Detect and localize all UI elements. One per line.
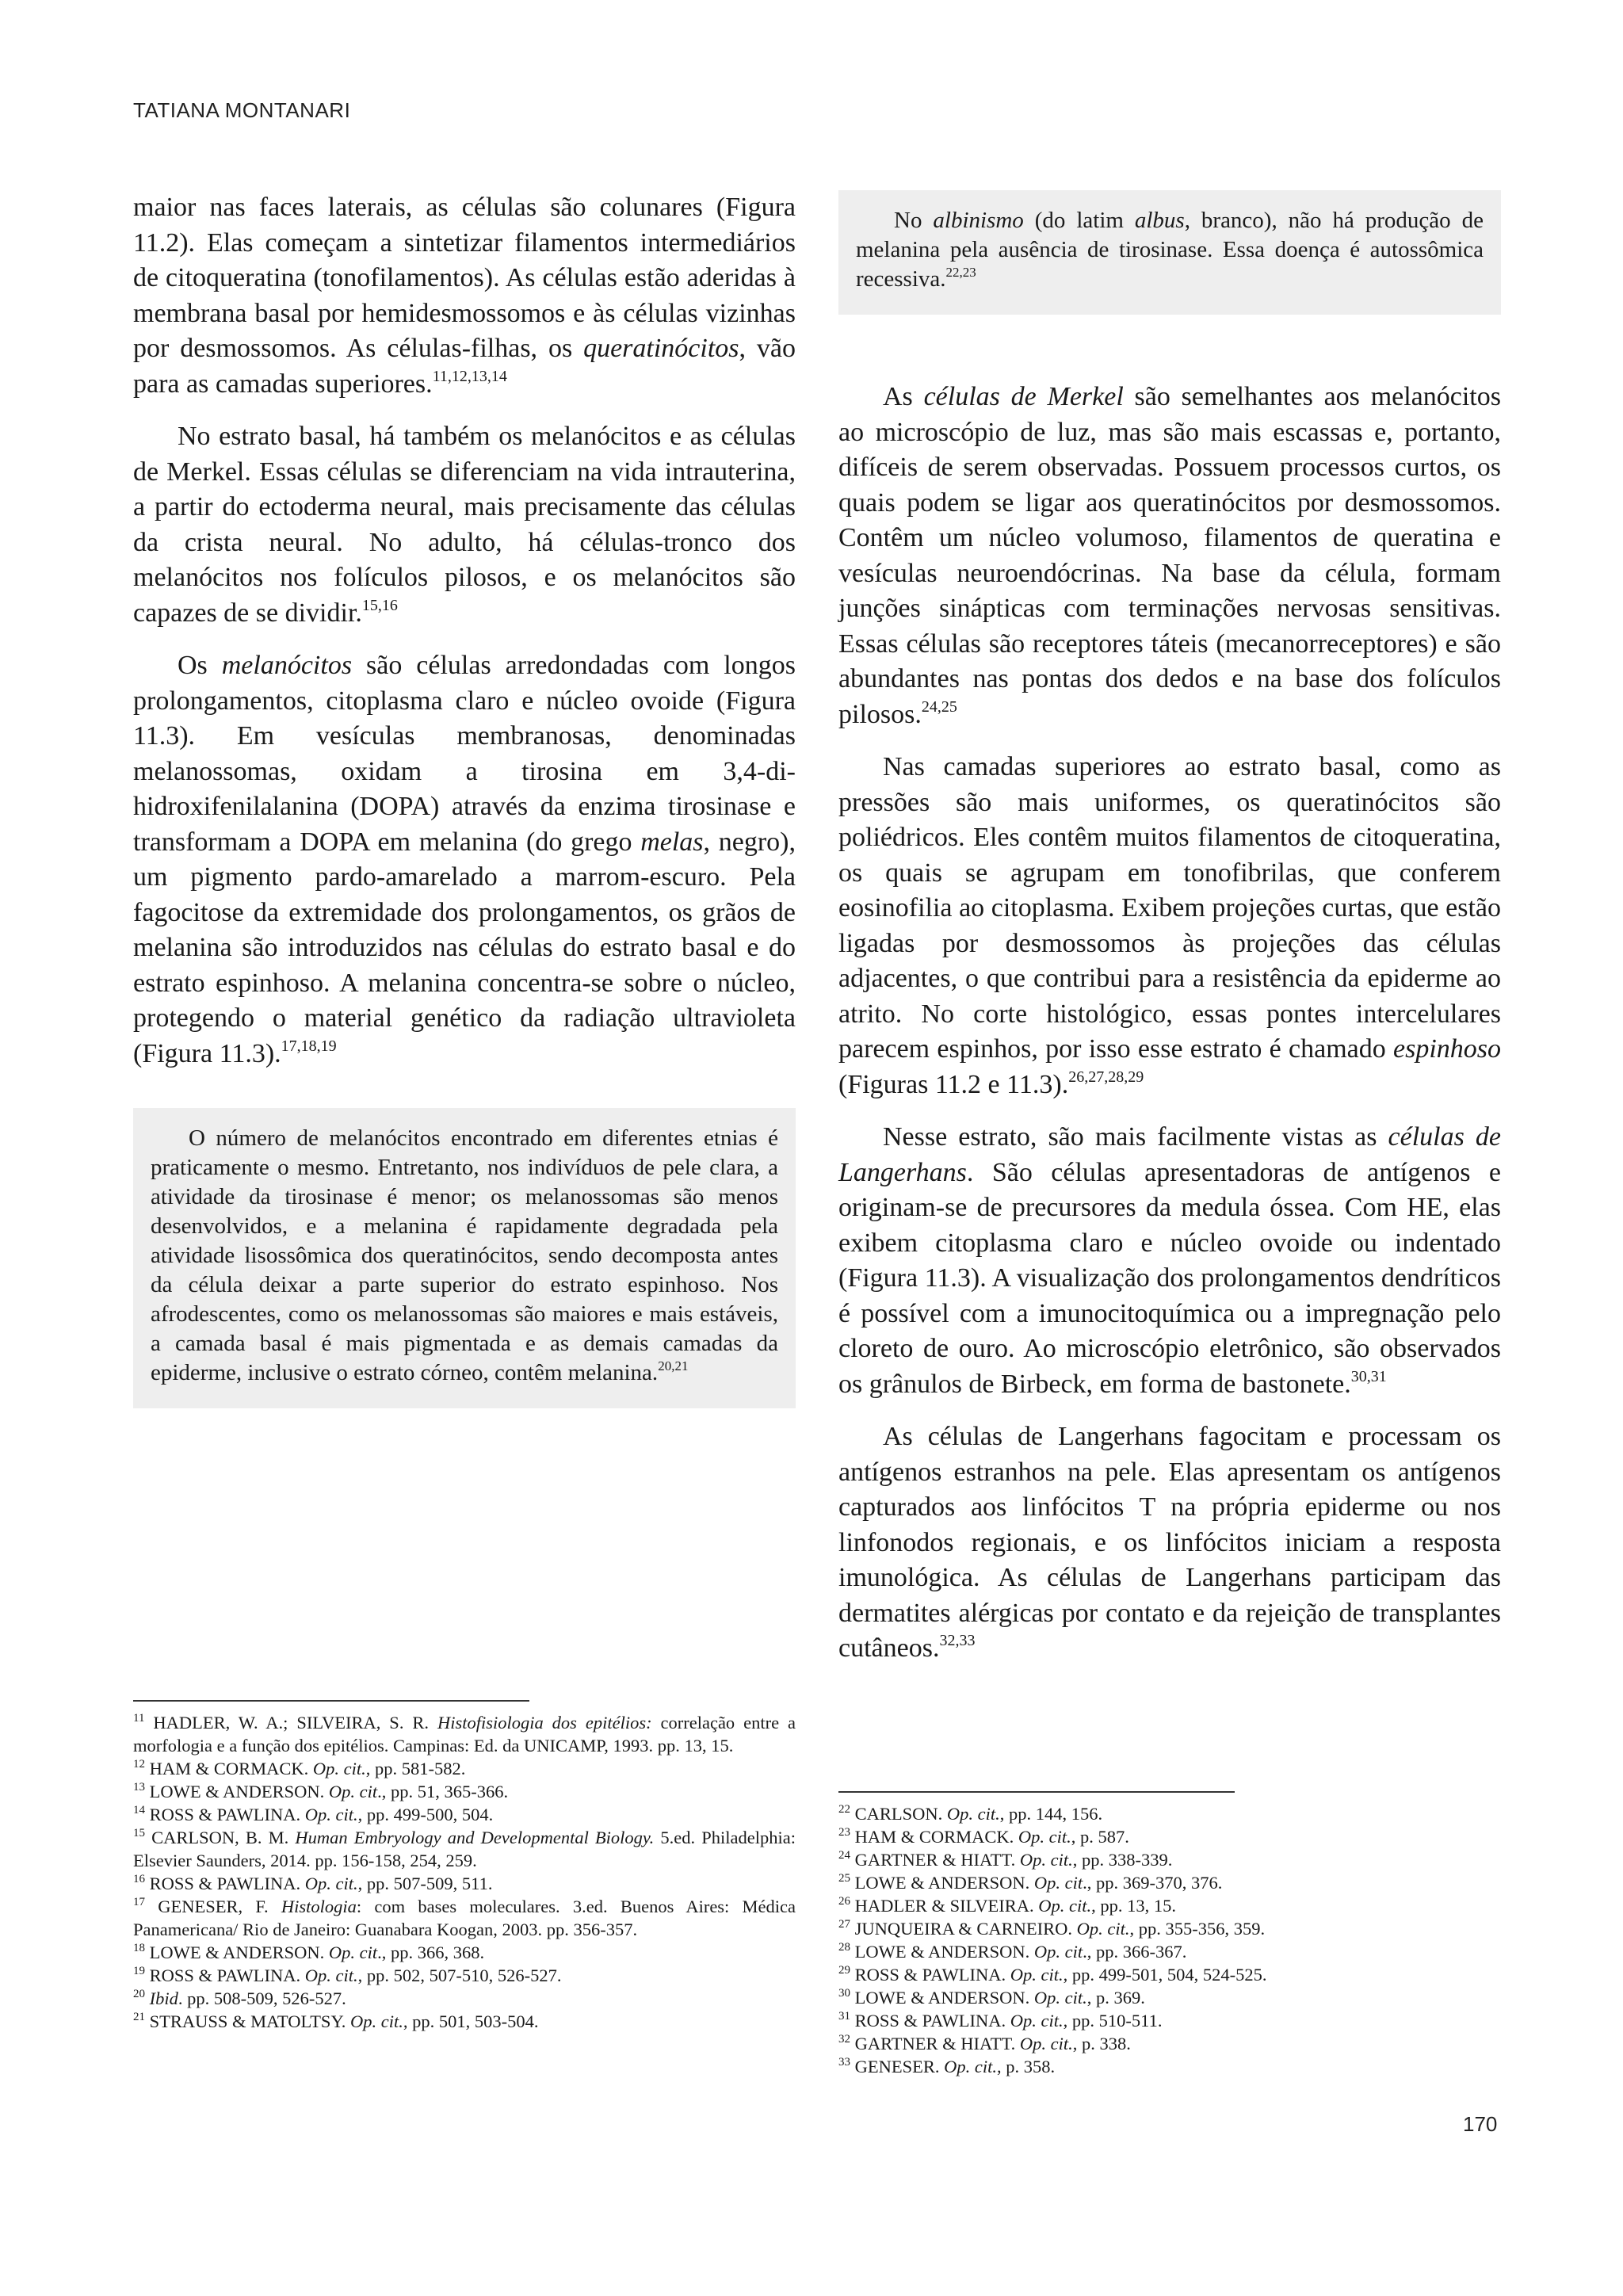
footnote-29: $^{29}$ ROSS & PAWLINA. Op. cit., pp. 499-501, 504, 524-525. xyxy=(838,1964,1267,1985)
footnote-19: $^{19}$ ROSS & PAWLINA. Op. cit., pp. 502, 507-510, 526-527. xyxy=(133,1965,562,1985)
footnote-25: $^{25}$ LOWE & ANDERSON. Op. cit., pp. 369-370, 376. xyxy=(838,1872,1223,1893)
footnote-13: $^{13}$ LOWE & ANDERSON. Op. cit., pp. 51, 365-366. xyxy=(133,1781,509,1801)
footnote-14: $^{14}$ ROSS & PAWLINA. Op. cit., pp. 499-500, 504. xyxy=(133,1804,494,1824)
footnote-rule xyxy=(838,1791,1235,1793)
footnotes-right xyxy=(838,1791,1501,2078)
left-column xyxy=(133,190,796,2031)
paragraph-spinous-layer: Nas camadas superiores ao estrato basal, como as pressões são mais uniformes, os queratinócitos são poliédricos. Eles contêm muitos filamentos de citoqueratina, os quais se agrupam em tonofibrilas, que conferem eosinofilia ao citoplasma. Exibem projeções curtas, que estão ligadas por desmossomos às projeções das células adjacentes, o que contribui para a resistência da epiderme ao atrito. No corte histológico, essas pontes intercelulares parecem espinhos, por isso esse estrato é chamado espinhoso (Figuras 11.2 e 11.3).$^{26,27,28,29}$ xyxy=(838,752,1501,1099)
melanocyte-note-box xyxy=(133,1108,796,1408)
paragraph-langerhans-cells: Nesse estrato, são mais facilmente vistas as células de Langerhans. São células apresentadoras de antígenos e originam-se de precursores da medula óssea. Com HE, elas exibem citoplasma claro e núcleo ovoide ou indentado (Figura 11.3). A visualização dos prolongamentos dendríticos é possível com a imunocitoquímica ou a impregnação pelo cloreto de ouro. Ao microscópio eletrônico, são observados os grânulos de Birbeck, em forma de bastonete.$^{30,31}$ xyxy=(838,1122,1501,1399)
footnote-rule xyxy=(133,1700,529,1702)
footnote-15: $^{15}$ CARLSON, B. M. Human Embryology and Developmental Biology. 5.ed. Philadelphia: Elsevier Saunders, 2014. pp. 156-158, 254, 259. xyxy=(133,1827,796,1870)
right-column xyxy=(838,190,1501,2076)
albinism-note-box xyxy=(838,190,1501,315)
paragraph-merkel-cells: As células de Merkel são semelhantes aos melanócitos ao microscópio de luz, mas são mais escassas e, portanto, difíceis de serem observadas. Possuem processos curtos, os quais podem se ligar aos queratinócitos por desmossomos. Contêm um núcleo volumoso, filamentos de queratina e vesículas neuroendócrinas. Na base da célula, formam junções sinápticas com terminações nervosas sensitivas. Essas células são receptores táteis (mecanorreceptores) e são abundantes nas pontas dos dedos e na base dos folículos pilosos.$^{24,25}$ xyxy=(838,382,1501,729)
footnote-12: $^{12}$ HAM & CORMACK. Op. cit., pp. 581-582. xyxy=(133,1758,466,1778)
running-header: TATIANA MONTANARI xyxy=(133,98,351,122)
albinism-note-text: No albinismo (do latim albus, branco), não há produção de melanina pela ausência de tirosinase. Essa doença é autossômica recessiva.$^{22,23}$ xyxy=(856,208,1484,292)
footnotes-left xyxy=(133,1700,796,2033)
melanocyte-note-text: O número de melanócitos encontrado em diferentes etnias é praticamente o mesmo. Entretanto, nos indivíduos de pele clara, a atividade da tirosinase é menor; os melanossomas são menos desenvolvidos, e a melanina é rapidamente degradada pela atividade lisossômica dos queratinócitos, sendo decomposta antes da célula deixar a parte superior do estrato espinhoso. Nos afrodescentes, como os melanossomas são maiores e mais estáveis, a camada basal é mais pigmentada e as demais camadas da epiderme, inclusive o estrato córneo, contêm melanina.$^{20,21}$ xyxy=(151,1125,778,1385)
footnote-33: $^{33}$ GENESER. Op. cit., p. 358. xyxy=(838,2056,1056,2076)
footnote-26: $^{26}$ HADLER & SILVEIRA. Op. cit., pp. 13, 15. xyxy=(838,1895,1177,1916)
footnote-30: $^{30}$ LOWE & ANDERSON. Op. cit., p. 369. xyxy=(838,1987,1145,2008)
footnote-22: $^{22}$ CARLSON. Op. cit., pp. 144, 156. xyxy=(838,1803,1103,1824)
page-number: 170 xyxy=(1463,2112,1498,2136)
footnote-11: $^{11}$ HADLER, W. A.; SILVEIRA, S. R. Histofisiologia dos epitélios: correlação entre a morfologia e a função dos epitélios. Campinas: Ed. da UNICAMP, 1993. pp. 13, 15. xyxy=(133,1712,796,1755)
footnote-18: $^{18}$ LOWE & ANDERSON. Op. cit., pp. 366, 368. xyxy=(133,1942,485,1962)
paragraph-stratum-basal: No estrato basal, há também os melanócitos e as células de Merkel. Essas células se diferenciam na vida intrauterina, a partir do ectoderma neural, mais precisamente das células da crista neural. No adulto, há células-tronco dos melanócitos nos folículos pilosos, e os melanócitos são capazes de se dividir.$^{15,16}$ xyxy=(133,422,796,628)
footnote-32: $^{32}$ GARTNER & HIATT. Op. cit., p. 338. xyxy=(838,2033,1131,2053)
footnote-21: $^{21}$ STRAUSS & MATOLTSY. Op. cit., pp. 501, 503-504. xyxy=(133,2011,539,2031)
paragraph-melanocytes: Os melanócitos são células arredondadas com longos prolongamentos, citoplasma claro e núcleo ovoide (Figura 11.3). Em vesículas membranosas, denominadas melanossomas, oxidam a tirosina em 3,4-di-hidroxifenilalanina (DOPA) através da enzima tirosinase e transformam a DOPA em melanina (do grego melas, negro), um pigmento pardo-amarelado a marrom-escuro. Pela fagocitose da extremidade dos prolongamentos, os grãos de melanina são introduzidos nas células do estrato basal e do estrato espinhoso. A melanina concentra-se sobre o núcleo, protegendo o material genético da radiação ultravioleta (Figura 11.3).$^{17,18,19}$ xyxy=(133,651,796,1068)
footnote-16: $^{16}$ ROSS & PAWLINA. Op. cit., pp. 507-509, 511. xyxy=(133,1873,493,1893)
paragraph-langerhans-function: As células de Langerhans fagocitam e processam os antígenos estranhos na pele. Elas apresentam os antígenos capturados aos linfócitos T na própria epiderme ou nos linfonodos regionais, e os linfócitos iniciam a resposta imunológica. As células de Langerhans participam das dermatites alérgicas por contato e da rejeição de transplantes cutâneos.$^{32,33}$ xyxy=(838,1422,1501,1663)
footnote-23: $^{23}$ HAM & CORMACK. Op. cit., p. 587. xyxy=(838,1826,1129,1847)
paragraph-basal-cells: maior nas faces laterais, as células são colunares (Figura 11.2). Elas começam a sintetizar filamentos intermediários de citoqueratina (tonofilamentos). As células estão aderidas à membrana basal por hemidesmossomos e às células vizinhas por desmossomos. As células-filhas, os queratinócitos, vão para as camadas superiores.$^{11,12,13,14}$ xyxy=(133,193,796,399)
footnote-31: $^{31}$ ROSS & PAWLINA. Op. cit., pp. 510-511. xyxy=(838,2010,1163,2030)
footnote-17: $^{17}$ GENESER, F. Histologia: com bases moleculares. 3.ed. Buenos Aires: Médica Panamericana/ Rio de Janeiro: Guanabara Koogan, 2003. pp. 356-357. xyxy=(133,1896,796,1939)
footnote-24: $^{24}$ GARTNER & HIATT. Op. cit., pp. 338-339. xyxy=(838,1849,1173,1870)
footnote-20: $^{20}$ Ibid. pp. 508-509, 526-527. xyxy=(133,1988,346,2008)
footnote-27: $^{27}$ JUNQUEIRA & CARNEIRO. Op. cit., pp. 355-356, 359. xyxy=(838,1918,1266,1939)
footnote-28: $^{28}$ LOWE & ANDERSON. Op. cit., pp. 366-367. xyxy=(838,1941,1187,1962)
